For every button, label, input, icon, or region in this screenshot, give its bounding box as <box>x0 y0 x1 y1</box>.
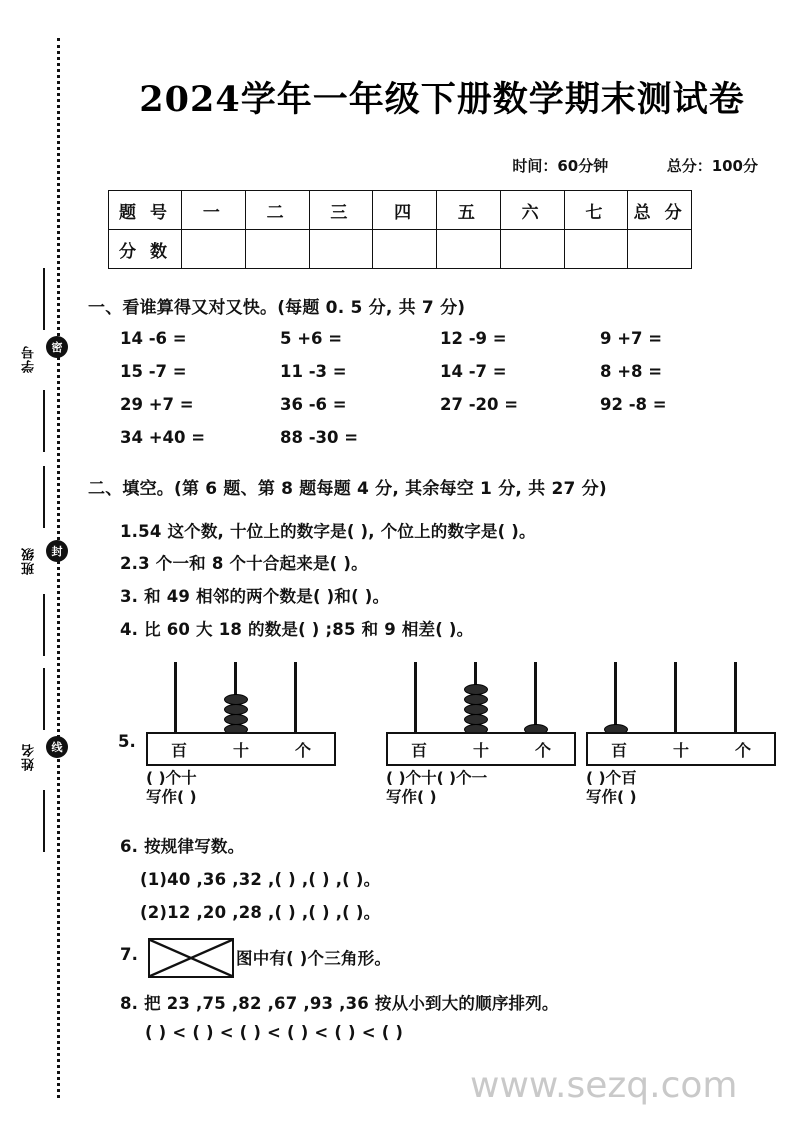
fill-blank-q3[interactable]: 3. 和 49 相邻的两个数是( )和( )。 <box>120 587 390 606</box>
abacus-place-label-tens: 十 <box>672 740 689 760</box>
score-table-header-cell: 三 <box>309 191 373 230</box>
score-table-header-cell: 一 <box>182 191 246 230</box>
arithmetic-problem[interactable]: 36 -6 = <box>280 395 347 414</box>
arithmetic-problem[interactable]: 92 -8 = <box>600 395 667 414</box>
arithmetic-row <box>120 388 760 421</box>
abacus-rod-ones <box>734 662 737 732</box>
fill-blank-q8-answer[interactable]: ( ) < ( ) < ( ) < ( ) < ( ) < ( ) <box>145 1023 404 1042</box>
arithmetic-row <box>120 355 760 388</box>
arithmetic-problem[interactable]: 27 -20 = <box>440 395 519 414</box>
score-table-header-cell: 五 <box>437 191 501 230</box>
fill-blank-q1[interactable]: 1.54 这个数, 十位上的数字是( ), 个位上的数字是( )。 <box>120 522 536 541</box>
abacus-answer-line-1[interactable]: ( )个百 <box>586 769 637 787</box>
question-number-7: 7. <box>120 945 139 964</box>
arithmetic-problem[interactable]: 5 +6 = <box>280 329 343 348</box>
arithmetic-grid <box>120 322 760 454</box>
site-watermark: www.sezq.com <box>470 1065 738 1106</box>
abacus-place-label-ones: 个 <box>734 740 751 760</box>
abacus-place-frame <box>386 732 576 766</box>
section-2-heading: 二、填空。(第 6 题、第 8 题每题 4 分, 其余每空 1 分, 共 27 分) <box>88 479 607 499</box>
abacus-rod-tens <box>674 662 677 732</box>
abacus-place-label-ones: 个 <box>534 740 551 760</box>
score-cell[interactable] <box>373 230 437 269</box>
score-table-header-cell: 二 <box>245 191 309 230</box>
table-row <box>109 191 692 230</box>
fill-blank-q6-b[interactable]: (2)12 ,20 ,28 ,( ) ,( ) ,( )。 <box>140 903 381 922</box>
abacus-answer-line-1[interactable]: ( )个十( )个一 <box>386 769 488 787</box>
score-table-header-cell: 七 <box>564 191 628 230</box>
abacus-diagram-2 <box>386 662 576 807</box>
section-1-heading: 一、看谁算得又对又快。(每题 0. 5 分, 共 7 分) <box>88 298 466 318</box>
rectangle-diagonals-icon <box>150 940 232 976</box>
score-cell[interactable] <box>628 230 692 269</box>
arithmetic-problem[interactable]: 34 +40 = <box>120 428 206 447</box>
score-table-row-label: 题 号 <box>109 191 182 230</box>
fill-blank-q6-a[interactable]: (1)40 ,36 ,32 ,( ) ,( ) ,( )。 <box>140 870 381 889</box>
abacus-place-frame <box>586 732 776 766</box>
exam-meta <box>512 155 758 176</box>
abacus-place-frame <box>146 732 336 766</box>
abacus-place-label-hundreds: 百 <box>410 740 427 760</box>
seal-label-name: 姓名 <box>22 743 37 771</box>
seal-badge-0: 密 <box>46 336 68 358</box>
abacus-rod-hundreds <box>414 662 417 732</box>
seal-margin <box>0 0 92 1132</box>
abacus-place-label-tens: 十 <box>232 740 249 760</box>
question-number-5: 5. <box>118 732 136 751</box>
seal-rule <box>43 668 45 730</box>
score-cell[interactable] <box>245 230 309 269</box>
fill-blank-q5 <box>118 662 788 827</box>
abacus-place-label-tens: 十 <box>472 740 489 760</box>
arithmetic-problem[interactable]: 9 +7 = <box>600 329 663 348</box>
arithmetic-row <box>120 322 760 355</box>
time-label: 时间：60分钟 <box>512 157 609 175</box>
arithmetic-problem[interactable]: 15 -7 = <box>120 362 187 381</box>
score-table <box>108 190 692 269</box>
score-table-header-cell: 总 分 <box>628 191 692 230</box>
abacus-rod-hundreds <box>174 662 177 732</box>
fill-blank-q4[interactable]: 4. 比 60 大 18 的数是( ) ;85 和 9 相差( )。 <box>120 620 474 639</box>
abacus-answer-line-2[interactable]: 写作( ) <box>386 788 437 806</box>
seal-rule <box>43 594 45 656</box>
seal-rule <box>43 466 45 528</box>
fill-blank-q7-text[interactable]: 图中有( )个三角形。 <box>236 949 392 968</box>
arithmetic-problem[interactable]: 29 +7 = <box>120 395 194 414</box>
page-title: 2024学年一年级下册数学期末测试卷 <box>139 79 745 120</box>
seal-rule <box>43 790 45 852</box>
seal-rule <box>43 268 45 330</box>
abacus-diagram-3 <box>586 662 776 807</box>
seal-badge-2: 线 <box>46 736 68 758</box>
arithmetic-problem[interactable]: 14 -6 = <box>120 329 187 348</box>
total-score-label: 总分：100分 <box>666 157 758 175</box>
score-cell[interactable] <box>182 230 246 269</box>
abacus-rods <box>146 662 336 732</box>
seal-badge-1: 封 <box>46 540 68 562</box>
abacus-diagram-1 <box>146 662 336 807</box>
table-row <box>109 230 692 269</box>
abacus-rods <box>386 662 576 732</box>
arithmetic-problem[interactable]: 12 -9 = <box>440 329 507 348</box>
fill-blank-q8-heading: 8. 把 23 ,75 ,82 ,67 ,93 ,36 按从小到大的顺序排列。 <box>120 994 559 1013</box>
score-table-row-label: 分 数 <box>109 230 182 269</box>
seal-label-class: 班级 <box>22 547 37 575</box>
arithmetic-problem[interactable]: 14 -7 = <box>440 362 507 381</box>
arithmetic-problem[interactable]: 11 -3 = <box>280 362 347 381</box>
score-cell[interactable] <box>309 230 373 269</box>
score-table-header-cell: 六 <box>500 191 564 230</box>
abacus-answer-line-2[interactable]: 写作( ) <box>586 788 637 806</box>
abacus-place-label-hundreds: 百 <box>610 740 627 760</box>
arithmetic-problem[interactable]: 8 +8 = <box>600 362 663 381</box>
abacus-rod-ones <box>534 662 537 732</box>
abacus-answer-line-2[interactable]: 写作( ) <box>146 788 197 806</box>
arithmetic-row <box>120 421 760 454</box>
abacus-rod-hundreds <box>614 662 617 732</box>
fill-blank-q2[interactable]: 2.3 个一和 8 个十合起来是( )。 <box>120 554 368 573</box>
abacus-place-label-ones: 个 <box>294 740 311 760</box>
score-table-header-cell: 四 <box>373 191 437 230</box>
abacus-place-label-hundreds: 百 <box>170 740 187 760</box>
seal-label-student-id: 学号 <box>22 345 37 373</box>
arithmetic-problem[interactable]: 88 -30 = <box>280 428 359 447</box>
abacus-rods <box>586 662 776 732</box>
score-cell[interactable] <box>500 230 564 269</box>
abacus-rod-ones <box>294 662 297 732</box>
seal-rule <box>43 390 45 452</box>
fill-blank-q6-heading: 6. 按规律写数。 <box>120 837 245 856</box>
abacus-answer-line-1[interactable]: ( )个十 <box>146 769 197 787</box>
score-cell[interactable] <box>437 230 501 269</box>
triangle-count-figure <box>148 938 234 978</box>
score-cell[interactable] <box>564 230 628 269</box>
